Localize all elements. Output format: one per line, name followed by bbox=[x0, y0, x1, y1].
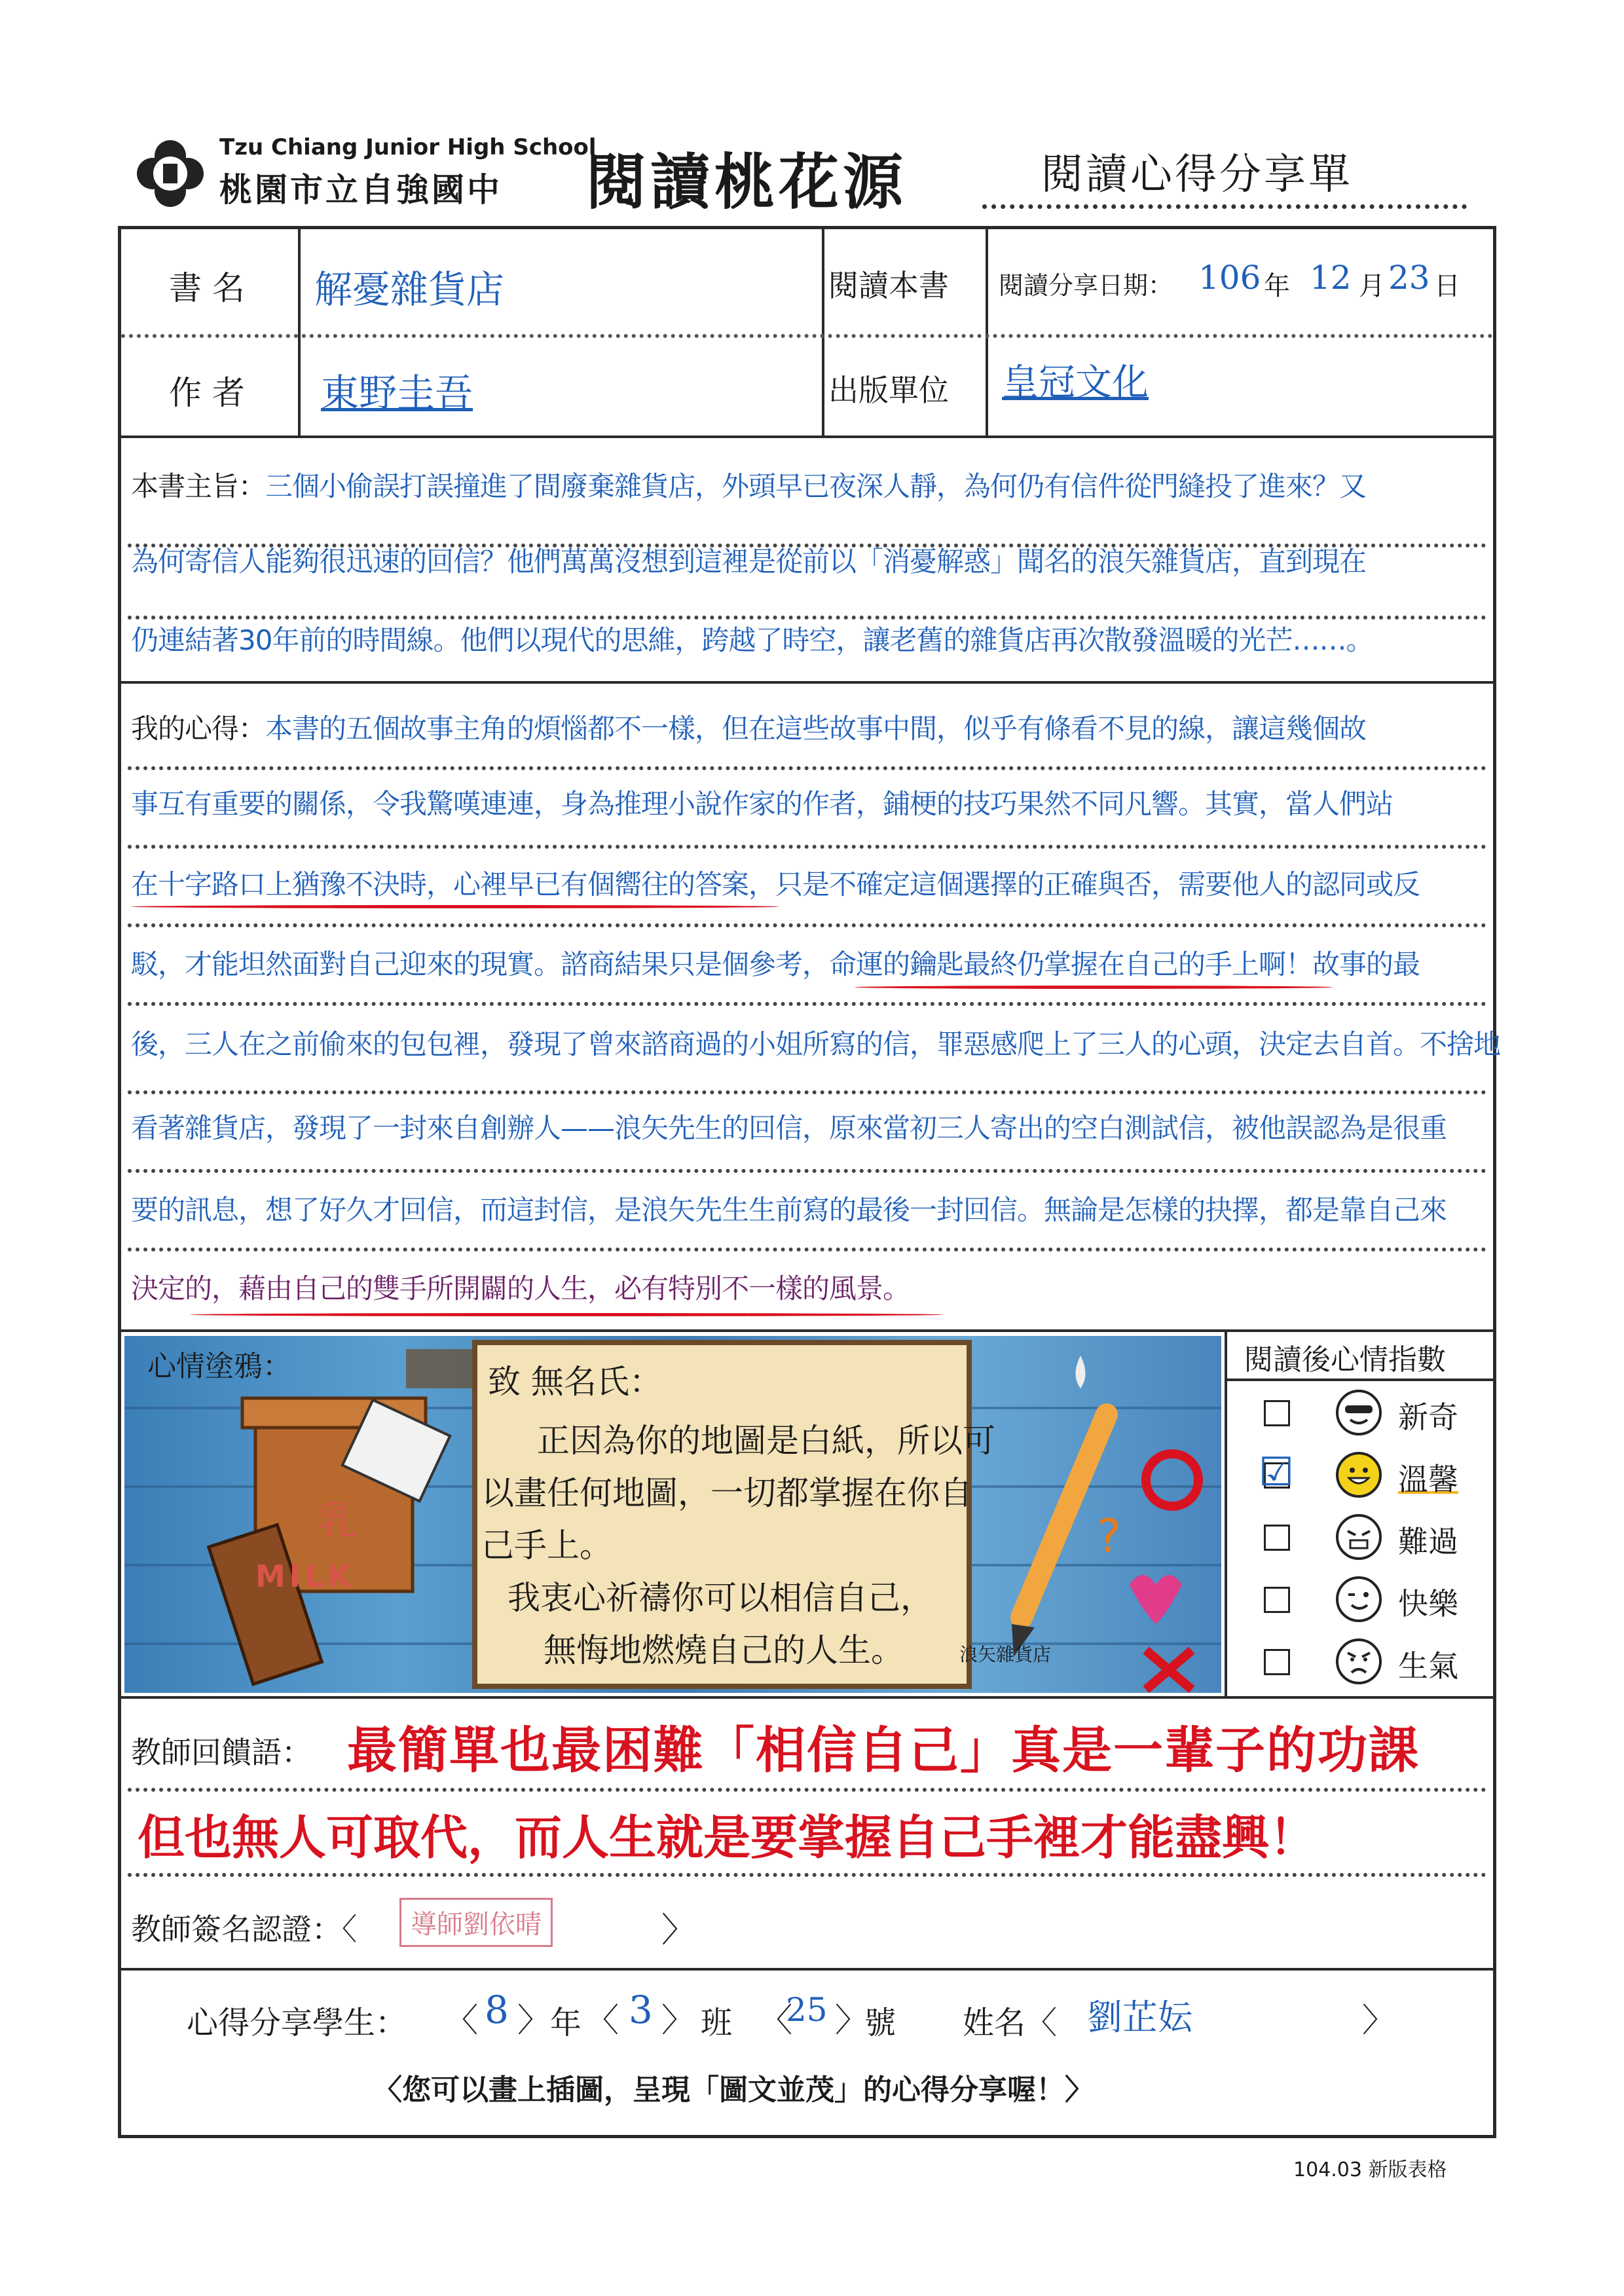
grin-face-icon bbox=[1336, 1452, 1382, 1498]
info-mid-dots bbox=[121, 334, 1493, 338]
mood-checkbox-angry[interactable] bbox=[1264, 1649, 1290, 1675]
letter-line-1: 正因為你的地圖是白紙，所以可 bbox=[537, 1422, 995, 1460]
mood-option-angry[interactable] bbox=[1238, 1631, 1496, 1693]
mood-title: 閱讀後心情指數 bbox=[1244, 1343, 1446, 1377]
class-open: 〈 bbox=[586, 2001, 619, 2039]
reflection-line-8: 決定的，藉由自己的雙手所開闢的人生，必有特別不一樣的風景。 bbox=[131, 1272, 910, 1305]
mood-label-happy: 快樂 bbox=[1398, 1586, 1458, 1621]
reflection-line-1 bbox=[131, 707, 1366, 747]
letter-line-4: 我衷心祈禱你可以相信自己， bbox=[507, 1579, 933, 1617]
mood-title-rule bbox=[1225, 1379, 1496, 1381]
grade-value: 8 bbox=[485, 1988, 509, 2032]
teacher-feedback-line-1: 最簡單也最困難「相信自己」真是一輩子的功課 bbox=[347, 1721, 1420, 1779]
mood-option-sad[interactable] bbox=[1238, 1506, 1496, 1568]
date-day-unit: 日 bbox=[1434, 271, 1460, 301]
school-name-en: Tzu Chiang Junior High School bbox=[219, 134, 597, 160]
date-month-unit: 月 bbox=[1359, 271, 1385, 301]
reflection-dots-3 bbox=[128, 923, 1486, 927]
svg-text:?: ? bbox=[1097, 1509, 1122, 1563]
seat-close: 〉 bbox=[835, 2001, 868, 2039]
letter-line-5: 無悔地燃燒自己的人生。 bbox=[544, 1631, 904, 1669]
rule-after-drawing bbox=[118, 1696, 1496, 1699]
reflection-dots-7 bbox=[128, 1248, 1486, 1251]
info-divider-1 bbox=[298, 226, 301, 435]
mood-checkbox-sad[interactable] bbox=[1264, 1525, 1290, 1551]
drawing-label: 心情塗鴉： bbox=[147, 1350, 291, 1383]
date-month: 12 bbox=[1310, 259, 1352, 297]
form-version: 104.03 新版表格 bbox=[1293, 2158, 1447, 2181]
rule-after-reflection bbox=[118, 1329, 1496, 1332]
mood-checkbox-happy[interactable] bbox=[1264, 1587, 1290, 1613]
seat-value: 25 bbox=[786, 1991, 828, 2029]
class-value: 3 bbox=[629, 1988, 653, 2032]
book-title-value: 解憂雜貨店 bbox=[314, 267, 505, 312]
student-label: 心得分享學生： bbox=[187, 2005, 407, 2041]
sunglasses-face-icon bbox=[1336, 1390, 1382, 1435]
angry-face-icon bbox=[1336, 1639, 1382, 1684]
student-name-value: 劉芷妘 bbox=[1087, 1997, 1193, 2038]
reflection-text-1: 本書的五個故事主角的煩惱都不一樣，但在這些故事中間，似乎有條看不見的線，讓這幾個故 bbox=[265, 713, 1367, 745]
summary-line-2: 為何寄信人能夠很迅速的回信？他們萬萬沒想到這裡是從前以「消憂解惑」聞名的浪矢雜貨店，直到現在 bbox=[131, 546, 1367, 578]
reflection-line-4: 駁，才能坦然面對自己迎來的現實。諮商結果只是個參考，命運的鑰匙最終仍掌握在自己的手上啊！故事的最 bbox=[131, 948, 1420, 980]
author-value: 東野圭吾 bbox=[321, 371, 473, 415]
mood-divider bbox=[1225, 1329, 1227, 1696]
info-divider-2 bbox=[822, 226, 824, 435]
letter-signature: 浪矢雜貨店 bbox=[959, 1644, 1052, 1665]
mood-checkbox-novel[interactable] bbox=[1264, 1400, 1290, 1426]
reflection-dots-2 bbox=[128, 845, 1486, 849]
mood-option-warm[interactable] bbox=[1238, 1444, 1496, 1506]
grade-close: 〉 bbox=[517, 2001, 550, 2039]
mood-label-novel: 新奇 bbox=[1398, 1399, 1458, 1435]
reflection-line-3: 在十字路口上猶豫不決時，心裡早已有個嚮往的答案，只是不確定這個選擇的正確與否，需要他人的認同或反 bbox=[131, 868, 1420, 900]
teacher-feedback-label: 教師回饋語： bbox=[131, 1735, 312, 1770]
date-day: 23 bbox=[1388, 259, 1430, 297]
grade-unit: 年 bbox=[550, 2005, 582, 2041]
mood-label-sad: 難過 bbox=[1398, 1524, 1458, 1559]
reflection-line-5: 後，三人在之前偷來的包包裡，發現了曾來諮商過的小姐所寫的信，罪惡感爬上了三人的心頭，決定去自首。不捨地 bbox=[131, 1028, 1501, 1060]
seat-unit: 號 bbox=[864, 2005, 896, 2041]
red-underline-1 bbox=[131, 905, 779, 908]
letter-line-3: 己手上。 bbox=[481, 1527, 612, 1565]
teacher-feedback-line-2: 但也無人可取代，而人生就是要掌握自己手裡才能盡興！ bbox=[138, 1809, 1317, 1865]
grade-open: 〈 bbox=[445, 2001, 478, 2039]
mood-option-happy[interactable] bbox=[1238, 1568, 1496, 1631]
letter-greeting: 致 無名氏： bbox=[488, 1363, 662, 1401]
program-title: 閱讀桃花源 bbox=[586, 147, 908, 217]
school-logo bbox=[134, 138, 206, 210]
mailbox-milk-label: MILK bbox=[255, 1559, 355, 1594]
summary-line-3: 仍連結著30年前的時間線。他們以現代的思維，跨越了時空，讓老舊的雜貨店再次散發溫暖的光芒……。 bbox=[131, 624, 1373, 656]
teacher-dots-1 bbox=[128, 1788, 1486, 1792]
letter-line-2: 以畫任何地圖，一切都掌握在你自 bbox=[481, 1474, 972, 1512]
teacher-sign-label: 教師簽名認證：〈 bbox=[131, 1912, 357, 1947]
seat-open: 〈 bbox=[760, 2001, 792, 2039]
check-mark-icon: ☑ bbox=[1259, 1449, 1294, 1495]
header-dotted-rule bbox=[982, 204, 1467, 209]
summary-label: 本書主旨： bbox=[131, 470, 266, 502]
reading-label: 閱讀本書 bbox=[828, 268, 949, 303]
reflection-line-2: 事互有重要的關係，令我驚嘆連連，身為推理小說作家的作者，鋪梗的技巧果然不同凡響。其實，當人們站 bbox=[131, 788, 1393, 820]
mailbox-box-char: 乳 bbox=[318, 1498, 357, 1544]
class-unit: 班 bbox=[701, 2005, 733, 2041]
mood-label-warm: 溫馨 bbox=[1398, 1462, 1458, 1497]
publisher-value: 皇冠文化 bbox=[1002, 361, 1149, 404]
class-close: 〉 bbox=[661, 2001, 694, 2039]
rule-after-sign bbox=[118, 1968, 1496, 1971]
form-title: 閱讀心得分享單 bbox=[1041, 151, 1353, 199]
rule-after-summary bbox=[118, 681, 1496, 684]
author-label: 作 者 bbox=[169, 374, 245, 412]
teacher-dots-2 bbox=[128, 1873, 1486, 1877]
reflection-line-7: 要的訊息，想了好久才回信，而這封信，是浪矢先生生前寫的最後一封回信。無論是怎樣的抉擇，都是靠自己來 bbox=[131, 1194, 1447, 1226]
name-close: 〉 bbox=[1362, 2001, 1395, 2039]
wink-face-icon bbox=[1336, 1576, 1382, 1622]
reflection-dots-6 bbox=[128, 1169, 1486, 1173]
name-label: 姓名〈 bbox=[963, 2005, 1058, 2041]
school-name-zh: 桃園市立自強國中 bbox=[219, 171, 502, 209]
book-label: 書 名 bbox=[169, 269, 245, 307]
date-year-unit: 年 bbox=[1264, 271, 1290, 301]
reflection-dots-5 bbox=[128, 1090, 1486, 1094]
summary-text-1: 三個小偷誤打誤撞進了間廢棄雜貨店，外頭早已夜深人靜，為何仍有信件從門縫投了進來？又 bbox=[265, 470, 1367, 502]
summary-line-1 bbox=[131, 465, 1366, 504]
crying-face-icon bbox=[1336, 1514, 1382, 1560]
rule-after-info bbox=[118, 435, 1496, 438]
mood-option-novel[interactable] bbox=[1238, 1382, 1496, 1444]
footer-note: 〈您可以畫上插圖，呈現「圖文並茂」的心得分享喔！〉 bbox=[373, 2073, 1094, 2107]
info-divider-3 bbox=[986, 226, 988, 435]
teacher-sign-close: 〉 bbox=[661, 1911, 696, 1950]
red-underline-3 bbox=[190, 1313, 943, 1316]
red-underline-2 bbox=[855, 986, 1333, 989]
reflection-dots-4 bbox=[128, 1002, 1486, 1006]
date-year: 106 bbox=[1198, 259, 1261, 297]
teacher-stamp: 導師劉依晴 bbox=[399, 1898, 553, 1947]
reflection-label: 我的心得： bbox=[131, 713, 266, 745]
reflection-dots-1 bbox=[128, 766, 1486, 770]
date-label: 閱讀分享日期： bbox=[999, 271, 1173, 300]
mood-label-angry: 生氣 bbox=[1398, 1648, 1458, 1684]
publisher-label: 出版單位 bbox=[828, 373, 949, 408]
reflection-line-6: 看著雜貨店，發現了一封來自創辦人——浪矢先生的回信，原來當初三人寄出的空白測試信，被他誤認為是很重 bbox=[131, 1112, 1447, 1144]
